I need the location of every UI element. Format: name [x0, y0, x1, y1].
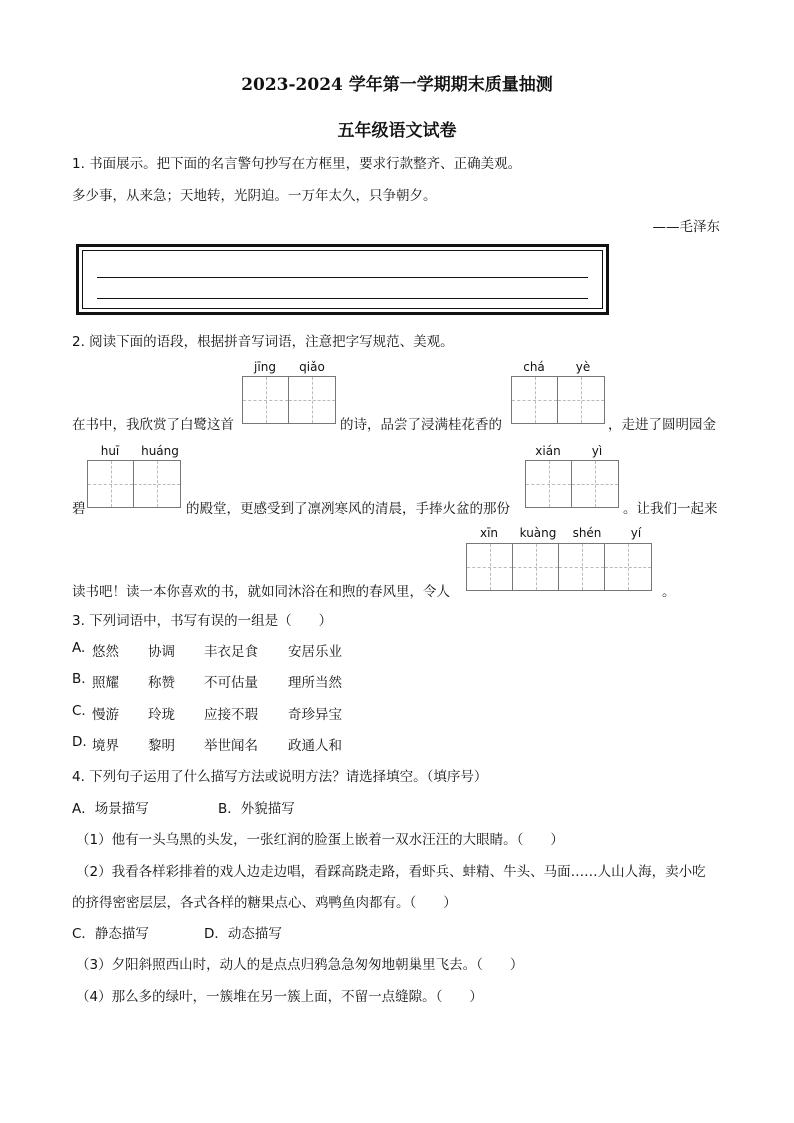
option-letter: C.: [72, 703, 86, 719]
grid-cell[interactable]: [134, 461, 180, 507]
q4-sentence-2b: 的挤得密密层层，各式各样的糖果点心、鸡鸭鱼肉都有。（ ）: [72, 895, 457, 911]
q4-sentence-4: （4）那么多的绿叶，一簇堆在另一簇上面，不留一点缝隙。（ ）: [76, 989, 483, 1005]
q3-option-b[interactable]: [72, 671, 342, 691]
pinyin-cha: chá: [523, 360, 545, 374]
page-title: 2023-2024 学年第一学期期末质量抽测: [241, 75, 553, 95]
pinyin-yi: yì: [591, 444, 603, 458]
option-word: 应接不瑕: [204, 707, 258, 723]
q4-sentence-3: （3）夕阳斜照西山时，动人的是点点归鸦急急匆匆地朝巢里飞去。（ ）: [76, 957, 524, 973]
writing-grid-xianyi[interactable]: [525, 460, 619, 508]
q2-text-2a: 碧: [72, 501, 86, 517]
q2-text-2c: 。让我们一起来: [623, 501, 718, 517]
q2-text-1a: 在书中，我欣赏了白鹭这首: [72, 417, 234, 433]
writing-line: [97, 277, 588, 278]
writing-grid-huihuang[interactable]: [87, 460, 181, 508]
option-word: 称赞: [148, 675, 175, 691]
q4-prompt: 4. 下列句子运用了什么描写方法或说明方法？请选择填空。（填序号）: [72, 769, 488, 785]
q2-prompt: 2. 阅读下面的语段，根据拼音写词语，注意把字写规范、美观。: [72, 334, 454, 350]
option-letter: D.: [72, 734, 87, 750]
q3-option-a[interactable]: [72, 640, 342, 660]
q4-sentence-2a: （2）我看各样彩排着的戏人边走边唱，看踩高跷走路，看虾兵、蚌精、牛头、马面……人山人海，卖小吃: [76, 864, 706, 880]
option-word: 丰衣足食: [204, 644, 258, 660]
pinyin-yi2: yí: [630, 526, 642, 540]
grid-cell[interactable]: [558, 377, 604, 423]
option-letter: B.: [72, 671, 86, 687]
q4-option-a: A．场景描写: [72, 801, 149, 817]
option-word: 玲珑: [148, 707, 175, 723]
pinyin-hui: huī: [100, 444, 120, 458]
option-word: 奇珍异宝: [288, 707, 342, 723]
grid-cell[interactable]: [526, 461, 572, 507]
grid-cell[interactable]: [513, 544, 559, 590]
option-word: 协调: [148, 644, 175, 660]
q2-text-3b: 。: [662, 584, 676, 600]
grid-cell[interactable]: [605, 544, 651, 590]
grid-cell[interactable]: [467, 544, 513, 590]
pinyin-jing: jīng: [254, 360, 276, 374]
option-word: 照耀: [92, 675, 119, 691]
pinyin-shen: shén: [572, 526, 602, 540]
option-letter: A.: [72, 640, 86, 656]
copy-box[interactable]: [76, 244, 609, 315]
writing-line: [97, 298, 588, 299]
grid-cell[interactable]: [289, 377, 335, 423]
pinyin-ye: yè: [575, 360, 591, 374]
q4-option-c: C．静态描写: [72, 926, 149, 942]
grid-cell[interactable]: [243, 377, 289, 423]
q2-text-1c: ，走进了圆明园金: [608, 417, 716, 433]
grid-cell[interactable]: [512, 377, 558, 423]
grid-cell[interactable]: [559, 544, 605, 590]
q4-sentence-1: （1）他有一头乌黑的头发，一张红润的脸蛋上嵌着一双水汪汪的大眼睛。（ ）: [76, 832, 564, 848]
option-word: 慢游: [92, 707, 119, 723]
q3-option-c[interactable]: [72, 703, 342, 723]
option-word: 悠然: [92, 644, 119, 660]
pinyin-kuang: kuàng: [519, 526, 557, 540]
option-word: 境界: [92, 738, 119, 754]
q2-text-3a: 读书吧！读一本你喜欢的书，就如同沐浴在和煦的春风里，令人: [72, 584, 450, 600]
pinyin-xian: xián: [535, 444, 561, 458]
option-word: 举世闻名: [204, 738, 258, 754]
pinyin-qiao: qiǎo: [299, 360, 325, 374]
q2-text-2b: 的殿堂，更感受到了凛冽寒风的清晨，手捧火盆的那份: [186, 501, 510, 517]
writing-grid-xinkuangshenyi[interactable]: [466, 543, 652, 591]
q1-prompt: 1. 书面展示。把下面的名言警句抄写在方框里，要求行款整齐、正确美观。: [72, 156, 522, 172]
page-subtitle: 五年级语文试卷: [337, 121, 457, 141]
q4-option-b: B．外貌描写: [218, 801, 295, 817]
q3-option-d[interactable]: [72, 734, 342, 754]
option-word: 黎明: [148, 738, 175, 754]
option-word: 理所当然: [288, 675, 342, 691]
q4-option-d: D．动态描写: [204, 926, 282, 942]
q1-quote: 多少事，从来急；天地转，光阴迫。一万年太久，只争朝夕。: [72, 188, 437, 204]
copy-box-inner: [82, 250, 603, 309]
option-word: 政通人和: [288, 738, 342, 754]
pinyin-huang: huáng: [141, 444, 179, 458]
pinyin-xin: xīn: [479, 526, 499, 540]
q2-text-1b: 的诗，品尝了浸满桂花香的: [340, 417, 502, 433]
grid-cell[interactable]: [88, 461, 134, 507]
writing-grid-chaye[interactable]: [511, 376, 605, 424]
option-word: 不可估量: [204, 675, 258, 691]
q1-author: ——毛泽东: [652, 219, 720, 235]
option-word: 安居乐业: [288, 644, 342, 660]
q3-prompt: 3. 下列词语中，书写有误的一组是（ ）: [72, 613, 333, 629]
grid-cell[interactable]: [572, 461, 618, 507]
writing-grid-jingqiao[interactable]: [242, 376, 336, 424]
